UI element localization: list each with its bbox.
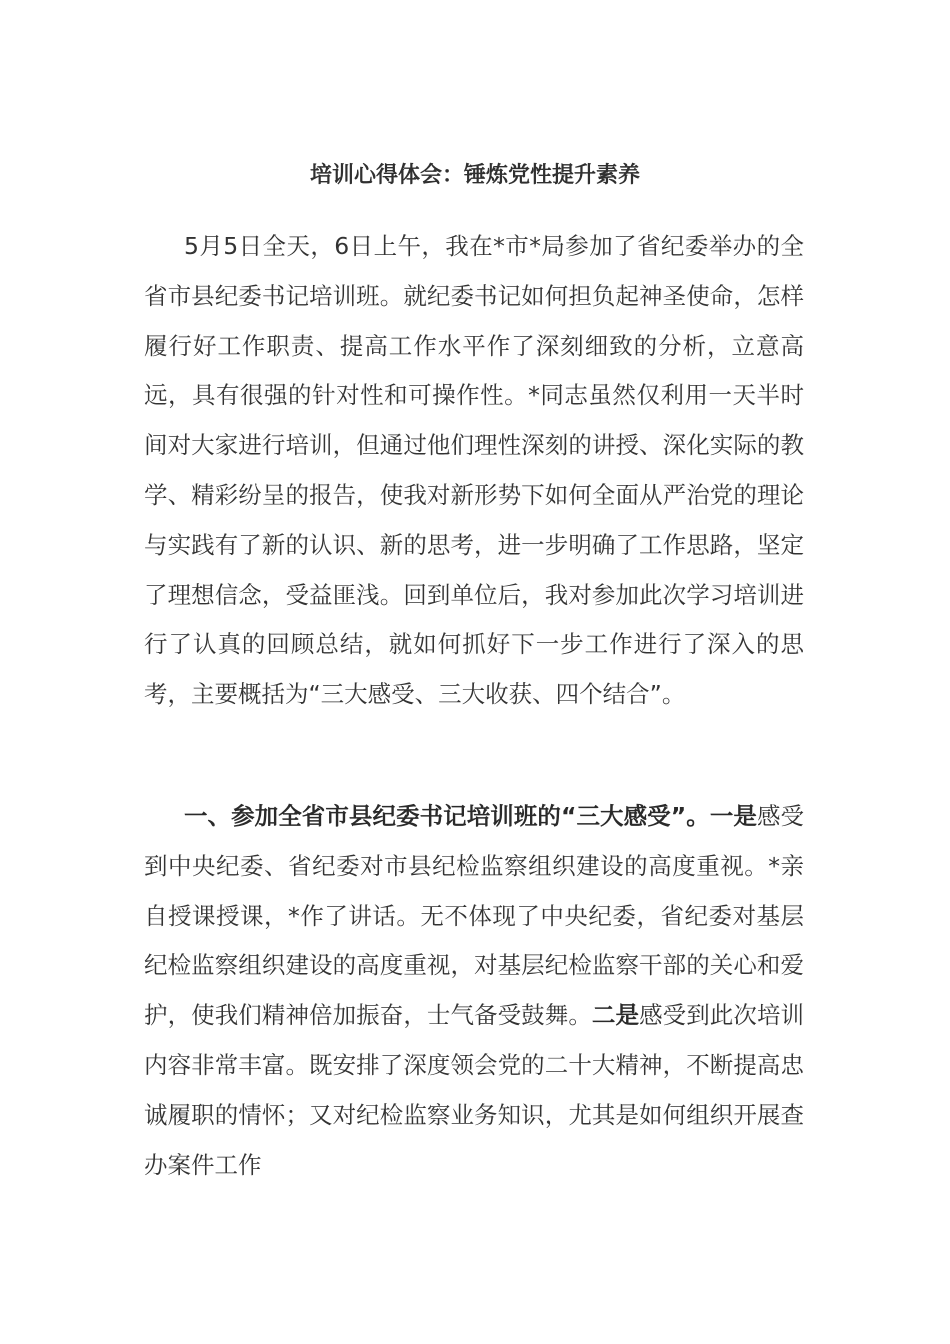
point-two-text: 感受到此次培训内容非常丰富。既安排了深度领会党的二十大精神，不断提高忠诚履职的情怀；又对纪检监察业务知识，尤其是如何组织开展查办案件工作 xyxy=(144,1001,805,1179)
intro-paragraph: 5月5日全天，6日上午，我在*市*局参加了省纪委举办的全省市县纪委书记培训班。就纪委书记如何担负起神圣使命，怎样履行好工作职责、提高工作水平作了深刻细致的分析，立意高远，具有很强的针对性和可操作性。*同志虽然仅利用一天半时间对大家进行培训，但通过他们理性深刻的讲授、深化实际的教学、精彩纷呈的报告，使我对新形势下如何全面从严治党的理论与实践有了新的认识、新的思考，进一步明确了工作思路，坚定了理想信念，受益匪浅。回到单位后，我对参加此次学习培训进行了认真的回顾总结，就如何抓好下一步工作进行了深入的思考，主要概括为“三大感受、三大收获、四个结合”。 xyxy=(144,232,804,709)
section-one-heading: 一、参加全省市县纪委书记培训班的“三大感受”。 xyxy=(184,802,710,830)
point-one-text: 感受到中央纪委、省纪委对市县纪检监察组织建设的高度重视。*亲自授课授课，*作了讲话。无不体现了中央纪委，省纪委对基层纪检监察组织建设的高度重视，对基层纪检监察干部的关心和爱护，使我们精神倍加振奋，士气备受鼓舞。 xyxy=(144,802,804,1030)
point-one-label: 一是 xyxy=(709,802,757,830)
document-title: 培训心得体会：锤炼党性提升素养 xyxy=(309,163,640,188)
section-one-paragraph xyxy=(144,792,804,1190)
point-two-label: 二是 xyxy=(591,1001,640,1030)
